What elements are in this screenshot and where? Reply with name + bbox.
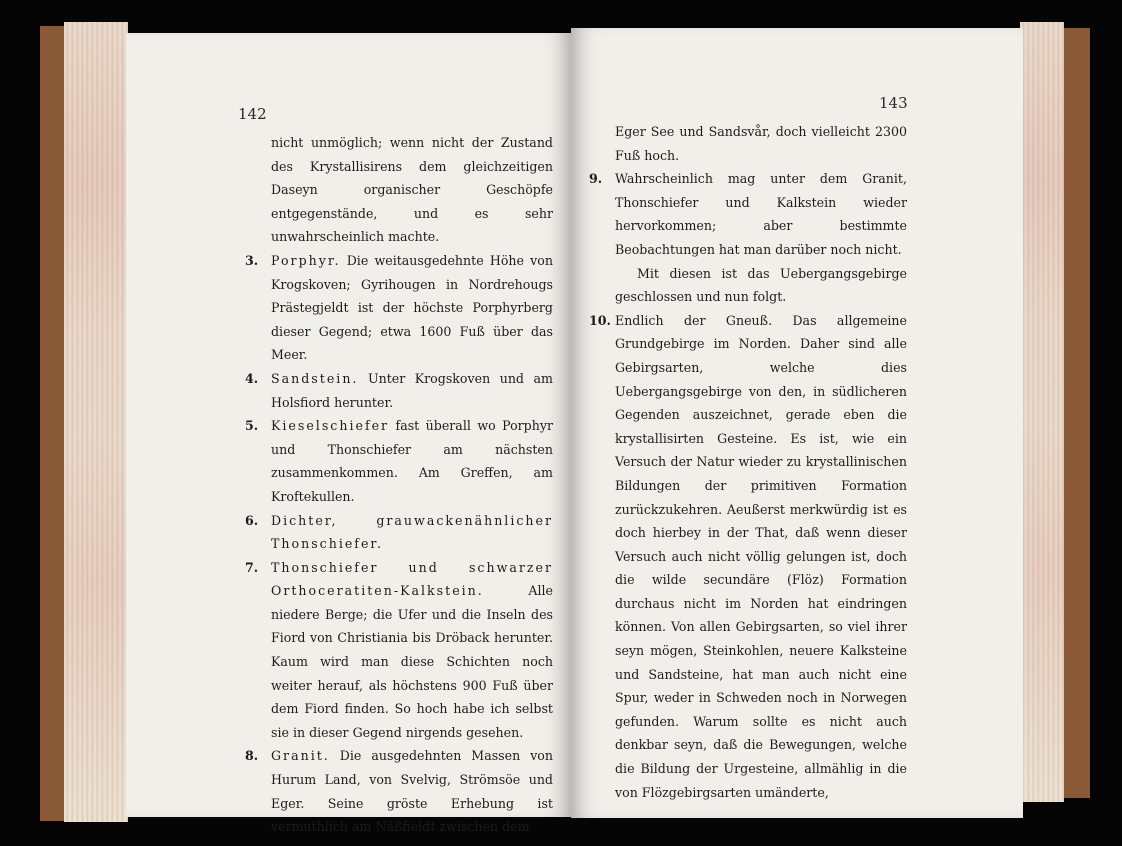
entry-text: Alle niedere Berge; die Ufer und die Inseln des Fiord von Christiania bis Dröback herunter. Kaum wird man diese Schichten noch weiter herauf, als höchstens 900 Fuß über dem Fiord finden. So hoch habe ich selbst sie in dieser Gegend nirgends gesehen. [271,583,553,740]
entry-text: Die weitausgedehnte Höhe von Krogskoven; Gyrihougen in Nordrehougs Prästegjeldt ist der höchste Porphyrberg dieser Gegend; etwa 1600 Fuß über das Meer. [271,252,553,363]
entry-4 [245,367,553,414]
page-edges-right [1020,22,1064,802]
entry-head: Sandstein. [271,370,359,386]
left-page [126,33,571,835]
entry-number: 9. [589,171,603,187]
entry-7 [245,556,553,745]
entry-number: 5. [245,418,259,434]
entry-head: Dichter, grauwackenähnlicher Thonschiefer. [271,512,553,552]
page-edges-left [64,22,128,822]
entry-number: 3. [245,252,259,268]
entry-10 [589,309,907,804]
entry-text: Endlich der Gneuß. Das allgemeine Grundgebirge im Norden. Daher sind alle Gebirgsarten, welche dies Uebergangsgebirge von den, in südlicheren Gegenden auszeichnet, gerade eben die krystallisirten Gesteine. Es ist, wie ein Versuch der Natur wieder zu krystallinischen Bildungen der primitiven Formation zurückzukehren. Aeußerst merkwürdig ist es doch hierbey in der That, daß wenn dieser Versuch auch nicht völlig gelungen ist, doch die wilde secundäre (Flöz) Formation durchaus nicht im Norden hat eindringen können. Von allen Gebirgsarten, so viel ihrer seyn mögen, Steinkohlen, neuere Kalksteine und Sandsteine, hat man auch nicht eine Spur, weder in Schweden noch in Norwegen gefunden. Warum sollte es nicht auch denkbar seyn, daß die Bewegungen, welche die Bildung der Urgesteine, allmählig in die von Flözgebirgsarten umänderte, [615,312,907,800]
right-page [571,28,1023,818]
entry-6 [245,509,553,556]
entry-number: 6. [245,512,259,528]
entry-head: Thonschiefer und schwarzer Orthoceratiten-Kalkstein. [271,559,553,599]
entry-number: 4. [245,370,259,386]
entry-head: Granit. [271,748,330,764]
entry-text: Unter Krogskoven und am Holsfiord herunter. [271,370,553,410]
entry-9 [589,167,907,261]
transition-paragraph: Mit diesen ist das Uebergangsgebirge geschlossen und nun folgt. [615,265,907,305]
right-page-text [589,120,907,804]
right-intro: Eger See und Sandsvår, doch vielleicht 2300 Fuß hoch. [615,124,907,163]
page-number-right: 143 [879,94,908,112]
entry-8 [245,744,553,838]
entry-number: 7. [245,559,259,575]
book-cover-left [40,26,66,821]
page-number-left: 142 [238,105,267,123]
left-page-text [245,131,553,839]
entry-text: Die ausgedehnten Massen von Hurum Land, von Svelvig, Strömsöe und Eger. Seine gröste Erhebung ist vermuthlich am Näßfieldt zwischen dem [271,748,553,835]
entry-text: Wahrscheinlich mag unter dem Granit, Thonschiefer und Kalkstein wieder hervorkommen; aber bestimmte Beobachtungen hat man darüber noch nicht. [615,171,907,257]
entry-head: Kieselschiefer [271,418,390,434]
entry-number: 8. [245,748,259,764]
left-intro: nicht unmöglich; wenn nicht der Zustand des Krystallisirens dem gleichzeitigen Daseyn organischer Geschöpfe entgegenstände, und es sehr unwahrscheinlich machte. [271,135,553,245]
entry-3 [245,249,553,367]
entry-head: Porphyr. [271,252,341,268]
entry-number: 10. [589,312,611,328]
entry-text: fast überall wo Porphyr und Thonschiefer am nächsten zusammenkommen. Am Greffen, am Kroftekullen. [271,418,553,504]
entry-5 [245,414,553,508]
book-cover-right [1060,28,1090,798]
